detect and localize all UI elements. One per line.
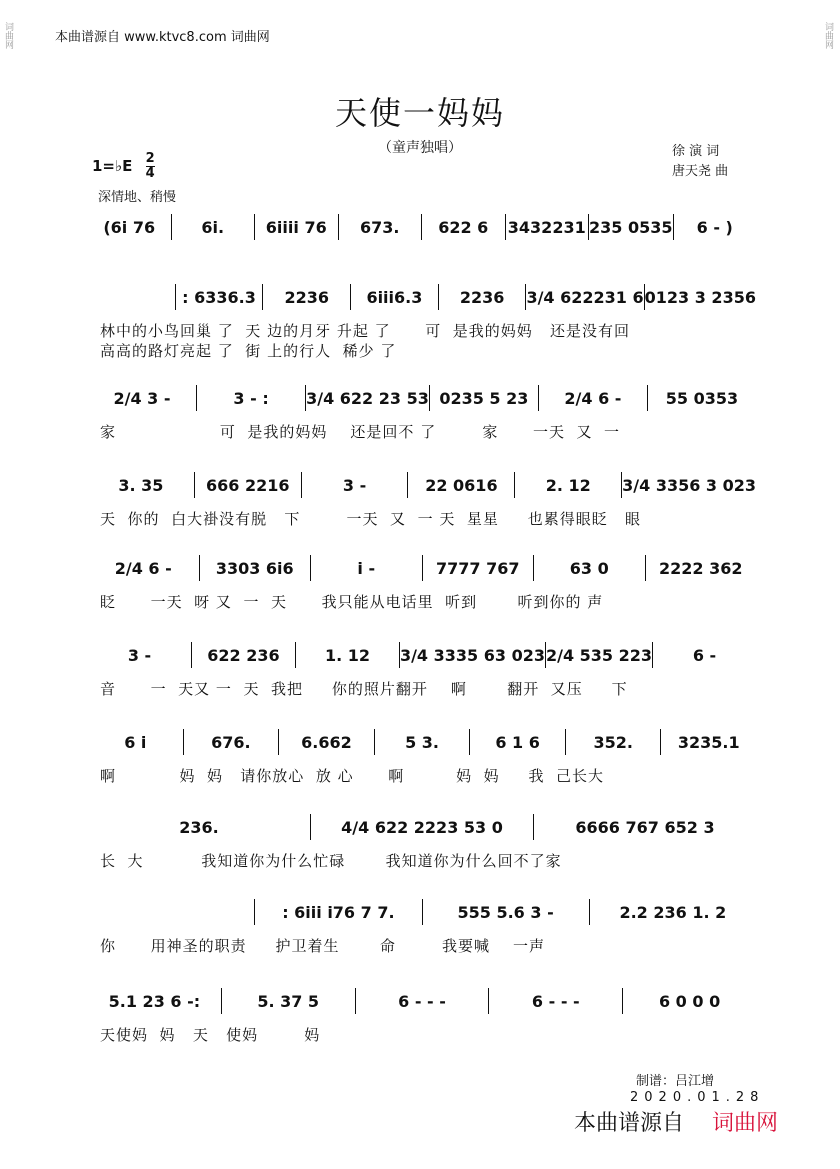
measure: 2/4 3 - — [113, 388, 171, 408]
score-system — [88, 470, 756, 548]
notation-line — [88, 986, 756, 1016]
measure: 6iii6.3 — [366, 287, 423, 307]
measure: 5 3. — [405, 732, 439, 752]
measure: 6 i — [124, 732, 147, 752]
lyric-line: 啊 妈 妈 请你放心 放 心 啊 妈 妈 我 己长大 — [100, 767, 605, 785]
side-watermark-right — [822, 0, 838, 76]
measure: 3303 6i6 — [215, 558, 294, 578]
measure: 2/4 6 - — [564, 388, 622, 408]
measure: 6iiii 76 — [265, 217, 327, 237]
measure: 673. — [360, 217, 400, 237]
tempo-marking: 深情地、稍慢 — [98, 190, 177, 205]
lyric-line: 天使妈 妈 天 使妈 妈 — [100, 1026, 321, 1044]
song-title: 天使一妈妈 — [334, 94, 505, 132]
lyric-line: 音 一 天又 一 天 我把 你的照片翻开 啊 翻开 又压 下 — [100, 680, 628, 698]
measure: 6.662 — [301, 732, 352, 752]
measure: 3 - : — [233, 388, 269, 408]
measure: 6 - - - — [531, 991, 580, 1011]
measure: 2/4 535 223 — [545, 645, 653, 665]
measure: 6 - - - — [398, 991, 446, 1011]
lyric-line: 长 大 我知道你为什么忙碌 我知道你为什么回不了家 — [100, 852, 562, 870]
measure: 6 0 0 0 — [658, 991, 721, 1011]
lyric-line: 天 你的 白大褂没有脱 下 一天 又 一 天 星星 也累得眼眨 眼 — [100, 510, 642, 528]
notation-line — [88, 212, 756, 242]
measure: 5.1 23 6 -: — [108, 991, 201, 1011]
measure: 3/4 622 23 53 — [306, 388, 429, 408]
key-signature — [92, 152, 155, 181]
measure: 55 0353 — [665, 388, 739, 408]
measure: 6666 767 652 3 — [575, 817, 715, 837]
score-system — [88, 553, 756, 631]
measure: 2/4 6 - — [114, 558, 172, 578]
measure: 6i. — [201, 217, 225, 237]
lyricist-credit: 徐 演 词 — [672, 144, 720, 159]
measure: 2236 — [284, 287, 329, 307]
source-header: 本曲谱源自 www.ktvc8.com 词曲网 — [55, 30, 270, 45]
notation-line — [88, 812, 756, 842]
measure: 4/4 622 2223 53 0 — [341, 817, 503, 837]
measure: i - — [357, 558, 376, 578]
notation-line — [88, 282, 756, 312]
measure: 2222 362 — [659, 558, 743, 578]
measure: 2.2 236 1. 2 — [619, 902, 727, 922]
notation-line — [88, 727, 756, 757]
measure: 5. 37 5 — [257, 991, 320, 1011]
score-system — [88, 640, 756, 718]
watermark-text: 词曲网 — [823, 22, 833, 49]
measure: 352. — [593, 732, 633, 752]
measure: 3235.1 — [677, 732, 740, 752]
score-system — [88, 897, 756, 975]
measure: 22 0616 — [425, 475, 498, 495]
measure: 6 - ) — [696, 217, 733, 237]
measure: 7777 767 — [436, 558, 520, 578]
measure: 236. — [179, 817, 219, 837]
lyric-line: 高高的路灯亮起 了 街 上的行人 稀少 了 — [100, 342, 397, 360]
side-watermark-left — [2, 0, 18, 76]
measure: 0235 5 23 — [439, 388, 529, 408]
measure: 3/4 3335 63 023 — [399, 645, 545, 665]
score-system — [88, 986, 756, 1064]
measure: 63 0 — [569, 558, 609, 578]
measure: 3 - — [127, 645, 152, 665]
measure: 3/4 622231 6 — [526, 287, 644, 307]
measure: (6i 76 — [103, 217, 156, 237]
arranger-credit: 制谱：吕江增 — [636, 1074, 715, 1089]
measure: 6 1 6 — [495, 732, 540, 752]
watermark-text: 词曲网 — [3, 22, 13, 49]
brand-right: 词曲网 — [712, 1111, 779, 1136]
score-system — [88, 282, 756, 360]
measure: 6 - — [692, 645, 717, 665]
time-numerator: 2 — [145, 151, 155, 166]
measure: 622 236 — [207, 645, 280, 665]
key-text: 1=♭E — [92, 157, 133, 175]
notation-line — [88, 640, 756, 670]
measure: 3/4 3356 3 023 — [622, 475, 757, 495]
notation-line — [88, 470, 756, 500]
measure: 3432231 — [507, 217, 586, 237]
arrange-date: 2020.01.28 — [630, 1090, 765, 1105]
notation-line — [88, 897, 756, 927]
lyric-line: 林中的小鸟回巢 了 天 边的月牙 升起 了 可 是我的妈妈 还是没有回 — [100, 322, 631, 340]
measure: 2. 12 — [545, 475, 591, 495]
score-system — [88, 212, 756, 290]
time-signature — [146, 152, 155, 181]
notation-line — [88, 383, 756, 413]
composer-credit: 唐天尧 曲 — [672, 164, 729, 179]
time-denominator: 4 — [145, 166, 155, 181]
measure: 676. — [211, 732, 251, 752]
score-system — [88, 812, 756, 890]
measure: 555 5.6 3 - — [457, 902, 554, 922]
measure: 3. 35 — [118, 475, 164, 495]
lyric-line: 眨 一天 呀 又 一 天 我只能从电话里 听到 听到你的 声 — [100, 593, 604, 611]
notation-line — [88, 553, 756, 583]
measure: 1. 12 — [324, 645, 370, 665]
lyric-line: 你 用神圣的职责 护卫着生 命 我要喊 一声 — [100, 937, 546, 955]
measure: 0123 3 2356 — [644, 287, 756, 307]
measure: : 6iii i76 7 7. — [282, 902, 395, 922]
measure: 622 6 — [438, 217, 489, 237]
measure: 235 0535 — [589, 217, 673, 237]
score-system — [88, 383, 756, 461]
score-system — [88, 727, 756, 805]
lyric-line: 家 可 是我的妈妈 还是回不 了 家 一天 又 一 — [100, 423, 621, 441]
brand-left: 本曲谱源自 — [574, 1111, 685, 1136]
measure: 666 2216 — [205, 475, 290, 495]
measure: : 6336.3 — [182, 287, 256, 307]
song-subtitle: （童声独唱） — [378, 140, 462, 156]
measure: 2236 — [459, 287, 505, 307]
measure: 3 - — [342, 475, 367, 495]
